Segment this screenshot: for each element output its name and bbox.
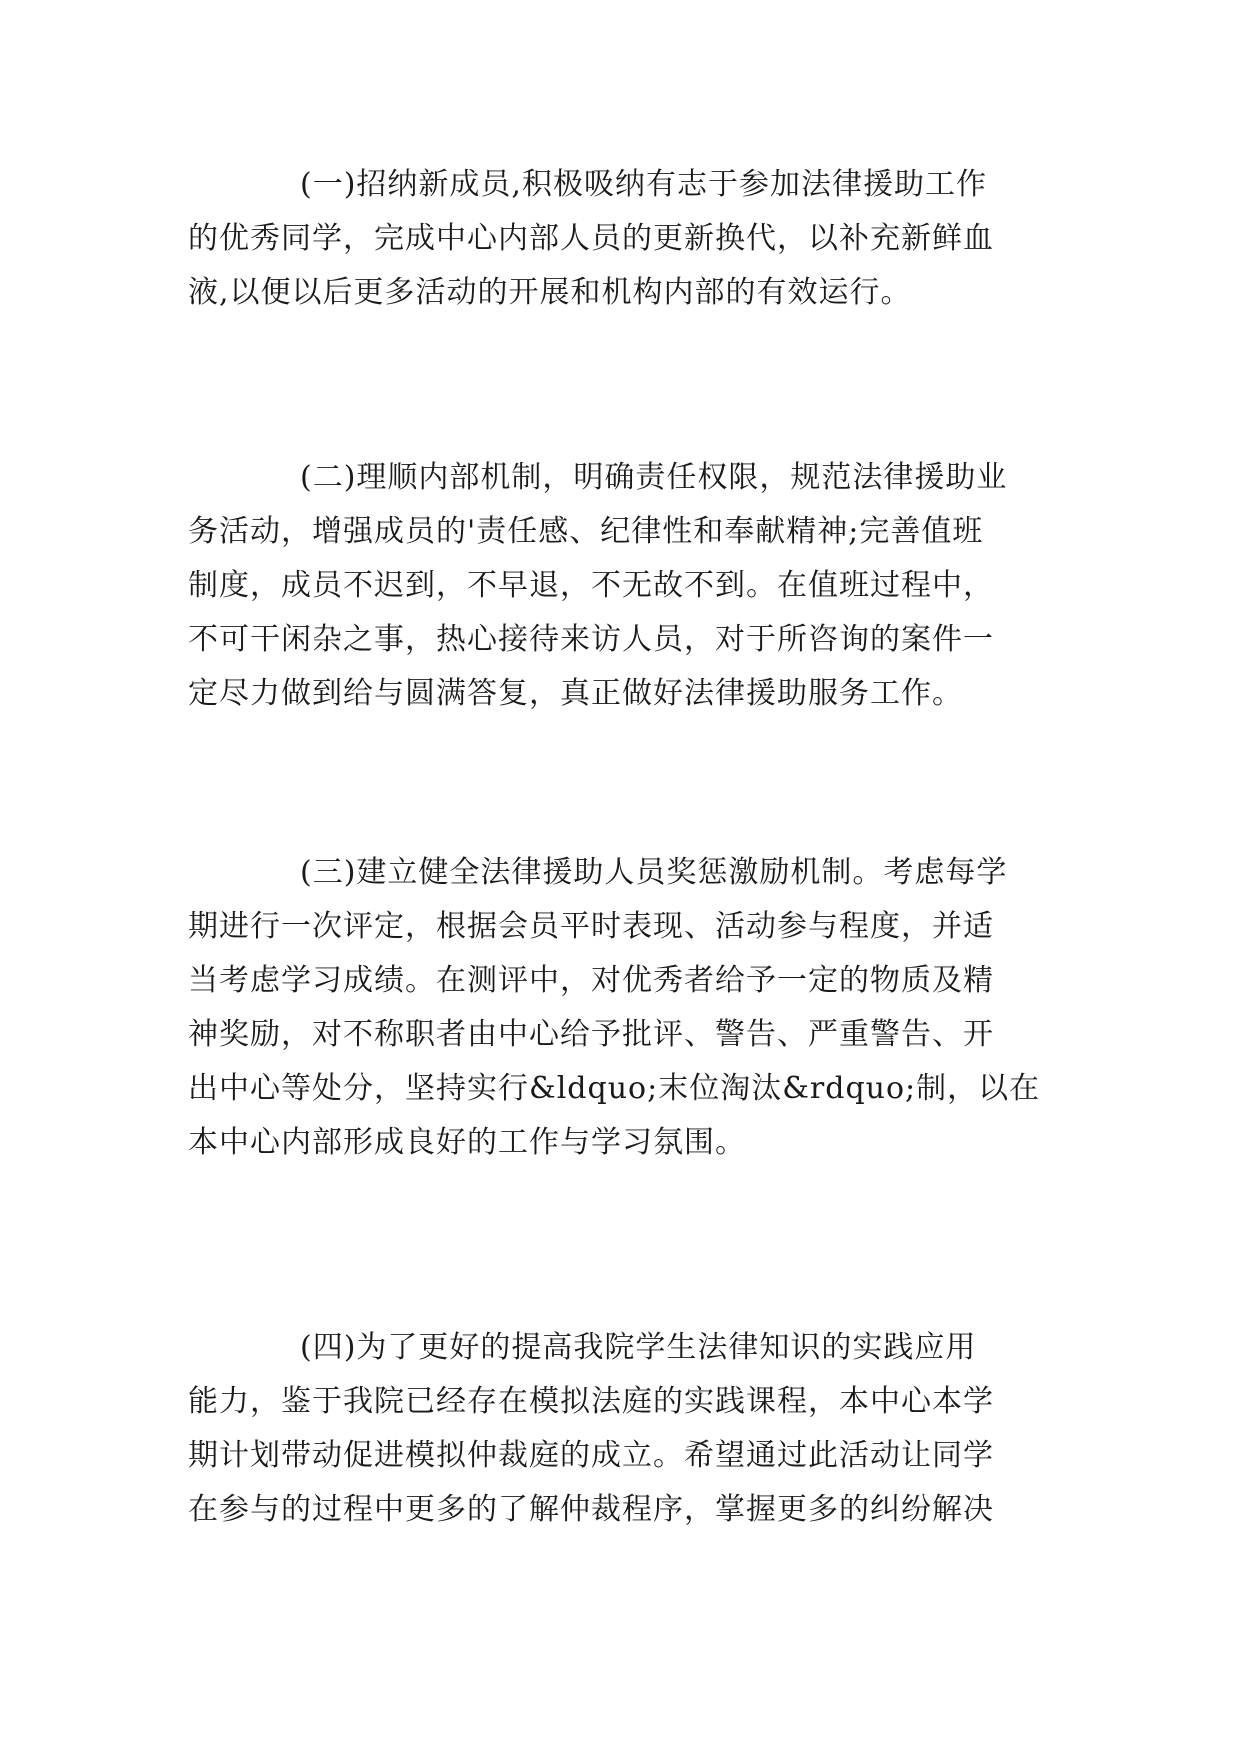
- paragraph-recruit-members: [188, 158, 1068, 320]
- paragraph-line: 期进行一次评定，根据会员平时表现、活动参与程度，并适: [188, 909, 994, 944]
- paragraph-reward-mechanism: [188, 846, 1068, 1170]
- paragraph-line: 在参与的过程中更多的了解仲裁程序，掌握更多的纠纷解决: [188, 1492, 994, 1527]
- paragraph-mock-arbitration: [188, 1321, 1068, 1537]
- paragraph-line: 神奖励，对不称职者由中心给予批评、警告、严重警告、开: [188, 1017, 994, 1052]
- paragraph-line: 出中心等处分，坚持实行&ldquo;末位淘汰&rdquo;制，以在: [188, 1071, 1041, 1106]
- paragraph-line: (三)建立健全法律援助人员奖惩激励机制。考虑每学: [300, 855, 1008, 890]
- paragraph-line: 期计划带动促进模拟仲裁庭的成立。希望通过此活动让同学: [188, 1438, 994, 1473]
- paragraph-line: 能力，鉴于我院已经存在模拟法庭的实践课程，本中心本学: [188, 1384, 994, 1419]
- paragraph-line: 制度，成员不迟到，不早退，不无故不到。在值班过程中，: [188, 568, 994, 603]
- paragraph-line: (一)招纳新成员,积极吸纳有志于参加法律援助工作: [300, 167, 987, 202]
- paragraph-line: (四)为了更好的提高我院学生法律知识的实践应用: [300, 1330, 977, 1365]
- paragraph-line: 不可干闲杂之事，热心接待来访人员，对于所咨询的案件一: [188, 622, 994, 657]
- paragraph-line: 务活动，增强成员的'责任感、纪律性和奉献精神;完善值班: [188, 514, 984, 549]
- paragraph-line: 当考虑学习成绩。在测评中，对优秀者给予一定的物质及精: [188, 963, 994, 998]
- paragraph-line: (二)理顺内部机制，明确责任权限，规范法律援助业: [300, 460, 1008, 495]
- paragraph-line: 本中心内部形成良好的工作与学习氛围。: [188, 1125, 746, 1160]
- paragraph-line: 液,以便以后更多活动的开展和机构内部的有效运行。: [188, 275, 912, 310]
- paragraph-line: 的优秀同学，完成中心内部人员的更新换代，以补充新鲜血: [188, 221, 994, 256]
- paragraph-internal-mechanism: [188, 451, 1068, 721]
- paragraph-line: 定尽力做到给与圆满答复，真正做好法律援助服务工作。: [188, 676, 963, 711]
